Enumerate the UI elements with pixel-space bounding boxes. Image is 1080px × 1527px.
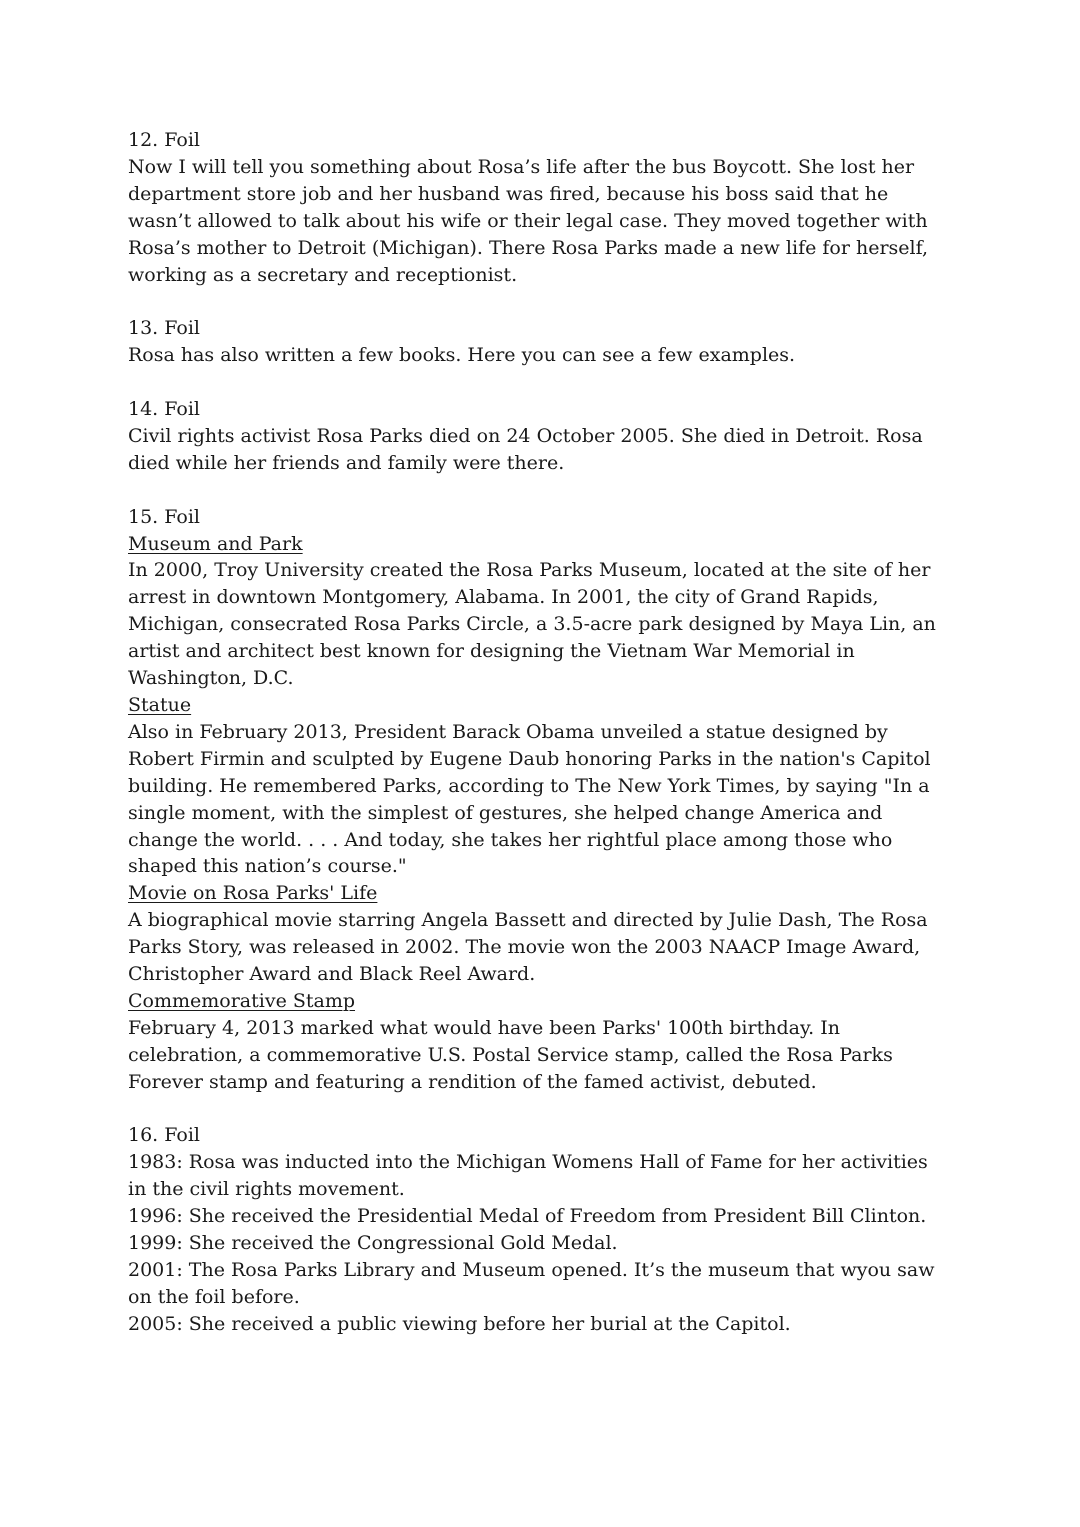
paragraph-line: shaped this nation’s course.": [128, 855, 407, 878]
subsection-commemorative-stamp: [128, 988, 988, 1096]
paragraph-line: department store job and her husband was fired, because his boss said that he: [128, 182, 889, 205]
paragraph-line: Washington, D.C.: [128, 667, 294, 690]
subsection-movie: [128, 880, 988, 988]
paragraph-line: 2001: The Rosa Parks Library and Museum opened. It’s the museum that wyou saw: [128, 1259, 935, 1281]
section-heading: 12. Foil: [128, 129, 200, 151]
section-foil-12: [128, 127, 988, 288]
paragraph-line: celebration, a commemorative U.S. Postal Service stamp, called the Rosa Parks: [128, 1043, 893, 1066]
paragraph-line: 1983: Rosa was inducted into the Michigan Womens Hall of Fame for her activities: [128, 1151, 928, 1174]
paragraph-line: A biographical movie starring Angela Bassett and directed by Julie Dash, The Rosa: [128, 909, 928, 932]
subsection-statue: [128, 692, 988, 880]
subsection-title: Movie on Rosa Parks' Life: [128, 882, 378, 905]
paragraph-line: single moment, with the simplest of gestures, she helped change America and: [128, 801, 883, 824]
subsection-title: Commemorative Stamp: [128, 989, 356, 1012]
section-foil-15: [128, 504, 988, 1096]
document-page: [128, 127, 988, 1365]
section-heading: 14. Foil: [128, 398, 200, 421]
section-foil-14: [128, 396, 988, 477]
section-foil-16: [128, 1122, 988, 1337]
paragraph-line: working as a secretary and receptionist.: [128, 263, 518, 286]
paragraph-line: building. He remembered Parks, according to The New York Times, by saying "In a: [128, 774, 930, 797]
paragraph-line: 1996: She received the Presidential Medal of Freedom from President Bill Clinton.: [128, 1205, 927, 1228]
paragraph-line: wasn’t allowed to talk about his wife or their legal case. They moved together with: [128, 209, 928, 232]
paragraph-line: artist and architect best known for designing the Vietnam War Memorial in: [128, 640, 855, 663]
paragraph-line: change the world. . . . And today, she takes her rightful place among those who: [128, 828, 893, 851]
paragraph-line: February 4, 2013 marked what would have been Parks' 100th birthday. In: [128, 1016, 840, 1039]
subsection-museum-and-park: [128, 531, 988, 692]
paragraph-line: 1999: She received the Congressional Gold Medal.: [128, 1232, 618, 1255]
paragraph-line: Parks Story, was released in 2002. The movie won the 2003 NAACP Image Award,: [128, 936, 921, 959]
paragraph-line: Civil rights activist Rosa Parks died on 24 October 2005. She died in Detroit. Rosa: [128, 424, 923, 447]
section-heading: 16. Foil: [128, 1124, 200, 1147]
paragraph-line: died while her friends and family were there.: [128, 451, 565, 474]
paragraph-line: in the civil rights movement.: [128, 1178, 405, 1201]
section-heading: 13. Foil: [128, 317, 200, 340]
paragraph-line: Now I will tell you something about Rosa’s life after the bus Boycott. She lost her: [128, 155, 915, 178]
subsection-title: Museum and Park: [128, 532, 303, 555]
paragraph-line: Forever stamp and featuring a rendition of the famed activist, debuted.: [128, 1070, 817, 1093]
paragraph-line: Also in February 2013, President Barack Obama unveiled a statue designed by: [128, 720, 888, 743]
paragraph-line: Rosa has also written a few books. Here you can see a few examples.: [128, 344, 796, 367]
paragraph-line: Christopher Award and Black Reel Award.: [128, 963, 536, 986]
paragraph-line: Rosa’s mother to Detroit (Michigan). There Rosa Parks made a new life for herself,: [128, 236, 929, 259]
paragraph-line: 2005: She received a public viewing before her burial at the Capitol.: [128, 1312, 791, 1335]
section-foil-13: [128, 315, 988, 369]
section-heading: 15. Foil: [128, 505, 200, 528]
paragraph-line: arrest in downtown Montgomery, Alabama. In 2001, the city of Grand Rapids,: [128, 586, 879, 609]
paragraph-line: on the foil before.: [128, 1285, 300, 1308]
subsection-title: Statue: [128, 693, 192, 716]
paragraph-line: In 2000, Troy University created the Rosa Parks Museum, located at the site of her: [128, 559, 931, 582]
paragraph-line: Robert Firmin and sculpted by Eugene Daub honoring Parks in the nation's Capitol: [128, 747, 931, 770]
paragraph-line: Michigan, consecrated Rosa Parks Circle, a 3.5-acre park designed by Maya Lin, an: [128, 613, 936, 636]
